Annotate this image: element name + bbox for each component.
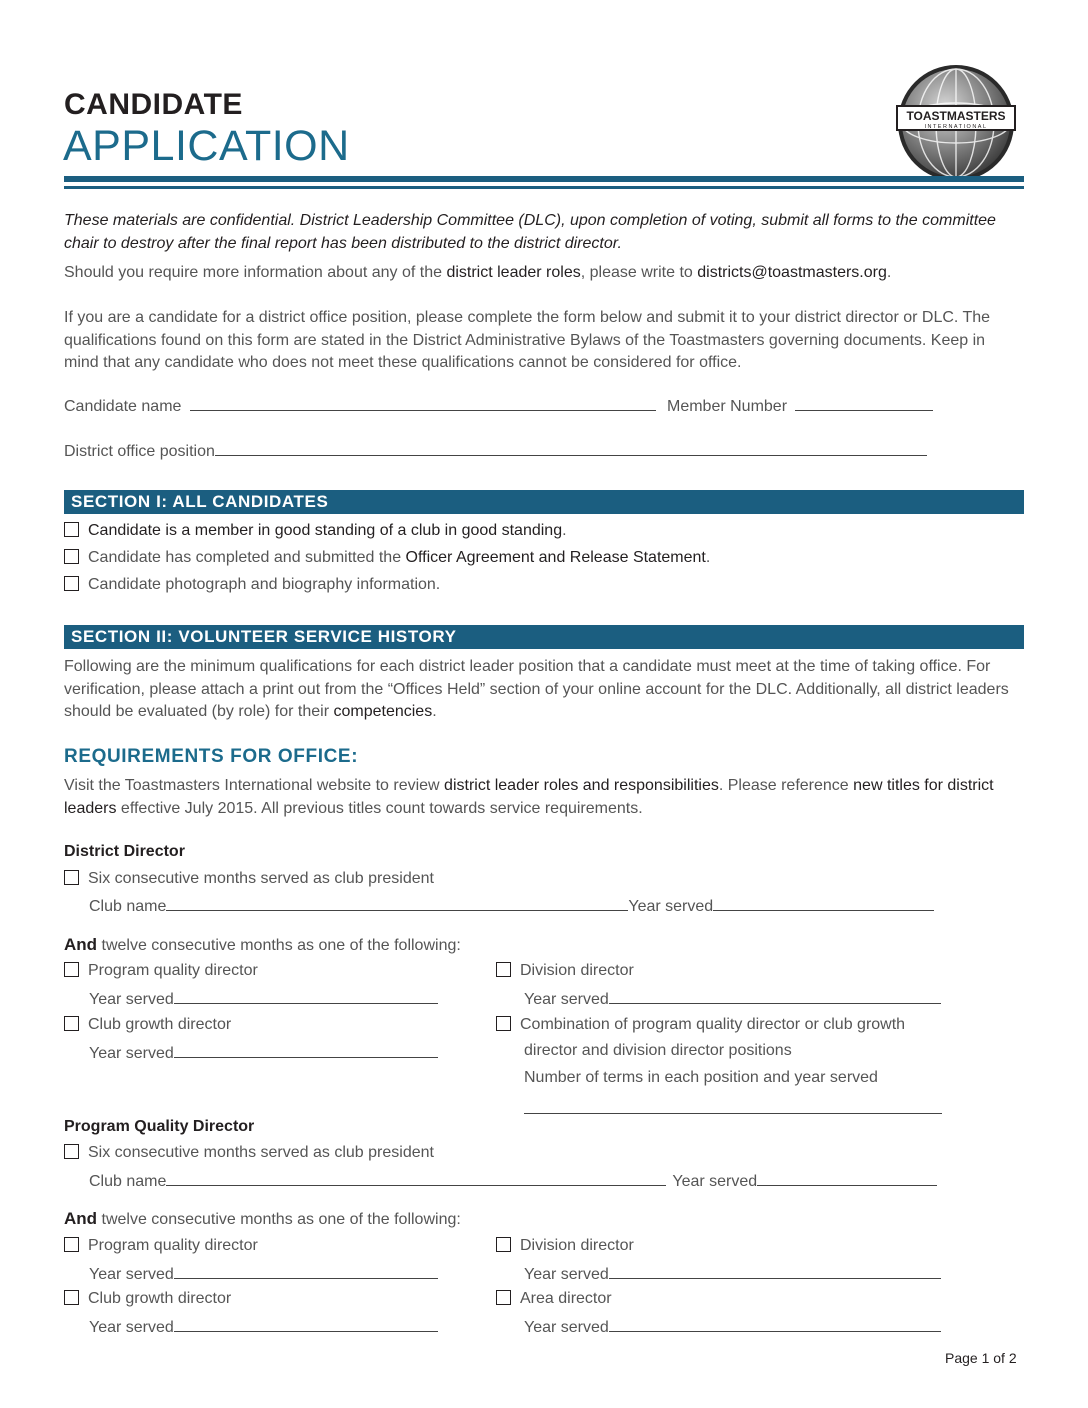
checkbox[interactable] <box>64 549 79 564</box>
section1-title: SECTION I: ALL CANDIDATES <box>71 492 329 511</box>
pqd-pqd-year-field[interactable] <box>89 1264 438 1284</box>
pqd-cgd-item[interactable] <box>64 1290 231 1308</box>
confidential-notice: These materials are confidential. District Leadership Committee (DLC), upon completion of voting, submit all forms to the committee chair to destroy after the final report has been distributed to the district director. <box>64 212 996 252</box>
req-end: effective July 2015. All previous titles count towards service requirements. <box>116 799 643 817</box>
item-label: Candidate has completed and submitted the <box>88 549 406 566</box>
item-label: Division director <box>520 962 634 979</box>
member-number-line[interactable] <box>795 396 933 411</box>
dd-and-line <box>64 935 461 955</box>
item-label: Division director <box>520 1237 634 1254</box>
info-paragraph <box>64 262 1024 285</box>
section2-text: Following are the minimum qualifications for each district leader position that a candidate must meet at the time of taking office. For verification, please attach a print out from the “Offices Held” section of your online account for the DLC. Additionally, all district leaders should be evaluated (by role) for their <box>64 658 1009 720</box>
dd-cgd-item[interactable] <box>64 1016 231 1034</box>
pqd-div-item[interactable] <box>496 1237 634 1255</box>
year-served-label: Year served <box>89 1266 174 1283</box>
item-label: Candidate photograph and biography information. <box>88 576 441 593</box>
pqd-club-name-field[interactable] <box>89 1171 937 1191</box>
dd-club-name-field[interactable] <box>89 896 934 916</box>
district-office-field[interactable] <box>64 441 927 461</box>
year-served-line[interactable] <box>609 989 941 1004</box>
checkbox[interactable] <box>64 1290 79 1305</box>
district-director-heading: District Director <box>64 843 185 860</box>
club-name-label: Club name <box>89 898 167 915</box>
district-office-label: District office position <box>64 443 215 460</box>
dd-pqd-year-field[interactable] <box>89 989 438 1009</box>
district-leader-roles-link[interactable]: district leader roles <box>446 264 581 281</box>
and-label: And <box>64 1209 98 1228</box>
pqd-div-year-field[interactable] <box>524 1264 941 1284</box>
item-label: Club growth director <box>88 1290 232 1307</box>
year-served-label: Year served <box>524 1266 609 1283</box>
checkbox[interactable] <box>64 522 79 537</box>
dd-cgd-year-field[interactable] <box>89 1043 438 1063</box>
checkbox[interactable] <box>64 962 79 977</box>
district-office-line[interactable] <box>215 441 927 456</box>
checkbox[interactable] <box>64 870 79 885</box>
item-end: . <box>562 522 567 539</box>
checkbox[interactable] <box>496 962 511 977</box>
page-number: Page 1 of 2 <box>945 1350 1017 1366</box>
pqd-area-item[interactable] <box>496 1290 612 1308</box>
year-served-line[interactable] <box>174 989 438 1004</box>
section2-header <box>64 625 1024 649</box>
year-served-line[interactable] <box>174 1043 438 1058</box>
dd-div-year-field[interactable] <box>524 989 941 1009</box>
section1-header <box>64 490 1024 514</box>
year-served-label: Year served <box>89 1045 174 1062</box>
candidate-name-field[interactable] <box>64 396 656 416</box>
new-titles-link[interactable]: new titles for district leaders <box>64 777 994 817</box>
year-served-label: Year served <box>524 991 609 1008</box>
member-number-field[interactable] <box>667 396 933 416</box>
item-label: Program quality director <box>88 962 258 979</box>
checkbox[interactable] <box>64 1016 79 1031</box>
item-label: Program quality director <box>88 1237 258 1254</box>
club-name-label: Club name <box>89 1173 167 1190</box>
dd-combo-item[interactable] <box>496 1016 905 1034</box>
info-mid: , please write to <box>580 264 698 281</box>
and-text: twelve consecutive months as one of the following: <box>97 937 461 954</box>
and-text: twelve consecutive months as one of the following: <box>97 1211 461 1228</box>
dd-div-item[interactable] <box>496 962 634 980</box>
section1-item-officer-agreement[interactable] <box>64 549 710 567</box>
section1-item-photo-bio[interactable] <box>64 576 440 594</box>
info-suffix: . <box>886 264 892 281</box>
pqd-and-line <box>64 1209 461 1229</box>
item-label: Six consecutive months served as club president <box>88 1144 434 1161</box>
year-served-line[interactable] <box>757 1171 937 1186</box>
item-label: Club growth director <box>88 1016 232 1033</box>
requirements-title: REQUIREMENTS FOR OFFICE: <box>64 746 359 767</box>
districts-email-link[interactable]: districts@toastmasters.org <box>697 264 887 281</box>
year-served-line[interactable] <box>609 1317 941 1332</box>
requirements-paragraph <box>64 775 1024 820</box>
member-number-label: Member Number <box>667 398 788 415</box>
checkbox[interactable] <box>496 1016 511 1031</box>
item-label: Candidate is a member in good standing of a club in good standing <box>88 522 563 539</box>
candidate-name-line[interactable] <box>190 396 656 411</box>
checkbox[interactable] <box>496 1290 511 1305</box>
competencies-link[interactable]: competencies <box>333 703 433 720</box>
section1-item-good-standing[interactable] <box>64 522 567 540</box>
checkbox[interactable] <box>64 1144 79 1159</box>
candidate-name-label: Candidate name <box>64 398 182 415</box>
dd-pqd-item[interactable] <box>64 962 258 980</box>
year-served-label: Year served <box>672 1173 758 1190</box>
checkbox[interactable] <box>64 576 79 591</box>
year-served-line[interactable] <box>174 1264 438 1279</box>
and-label: And <box>64 935 98 954</box>
dd-combo-line3: Number of terms in each position and year served <box>524 1069 878 1086</box>
year-served-label: Year served <box>89 991 174 1008</box>
info-prefix: Should you require more information about any of the <box>64 264 447 281</box>
dd-combo-field[interactable] <box>524 1099 942 1119</box>
combo-line[interactable] <box>524 1099 942 1114</box>
item-end: . <box>705 549 711 566</box>
year-served-label: Year served <box>628 898 714 915</box>
dd-combo-line2: director and division director positions <box>524 1042 792 1059</box>
year-served-line[interactable] <box>609 1264 941 1279</box>
item-label: Area director <box>520 1290 612 1307</box>
toastmasters-globe-logo-icon <box>895 62 1017 184</box>
section2-end: . <box>432 703 437 720</box>
logo-text-top: TOASTMASTERS <box>906 109 1006 123</box>
req-mid: . Please reference <box>718 777 854 794</box>
section2-title: SECTION II: VOLUNTEER SERVICE HISTORY <box>71 627 457 646</box>
title-line1: CANDIDATE <box>64 88 243 121</box>
title-line2: APPLICATION <box>63 122 350 170</box>
header-rule-thick <box>64 176 1024 182</box>
club-name-line[interactable] <box>166 896 628 911</box>
pqd-president-item[interactable] <box>64 1144 434 1162</box>
item-label: Six consecutive months served as club president <box>88 870 434 887</box>
year-served-label: Year served <box>524 1319 609 1336</box>
logo-text-bottom: INTERNATIONAL <box>924 124 988 130</box>
pqd-pqd-item[interactable] <box>64 1237 258 1255</box>
officer-agreement-link[interactable]: Officer Agreement and Release Statement <box>405 549 706 566</box>
pqd-cgd-year-field[interactable] <box>89 1317 438 1337</box>
req-prefix: Visit the Toastmasters International website to review <box>64 777 445 794</box>
section2-paragraph <box>64 656 1024 724</box>
dd-president-item[interactable] <box>64 870 434 888</box>
pqd-heading: Program Quality Director <box>64 1118 255 1135</box>
year-served-label: Year served <box>89 1319 174 1336</box>
roles-responsibilities-link[interactable]: district leader roles and responsibilities <box>444 777 719 794</box>
checkbox[interactable] <box>496 1237 511 1252</box>
year-served-line[interactable] <box>713 896 934 911</box>
checkbox[interactable] <box>64 1237 79 1252</box>
instructions-paragraph: If you are a candidate for a district office position, please complete the form below and submit it to your district director or DLC. The qualifications found on this form are stated in the District Administrative Bylaws of the Toastmasters governing documents. Keep in mind that any candidate who does not meet these qualifications cannot be considered for office. <box>64 309 991 371</box>
pqd-area-year-field[interactable] <box>524 1317 941 1337</box>
year-served-line[interactable] <box>174 1317 438 1332</box>
header-rule-thin <box>64 186 1024 189</box>
item-label: Combination of program quality director or club growth <box>520 1016 906 1033</box>
club-name-line[interactable] <box>166 1171 666 1186</box>
